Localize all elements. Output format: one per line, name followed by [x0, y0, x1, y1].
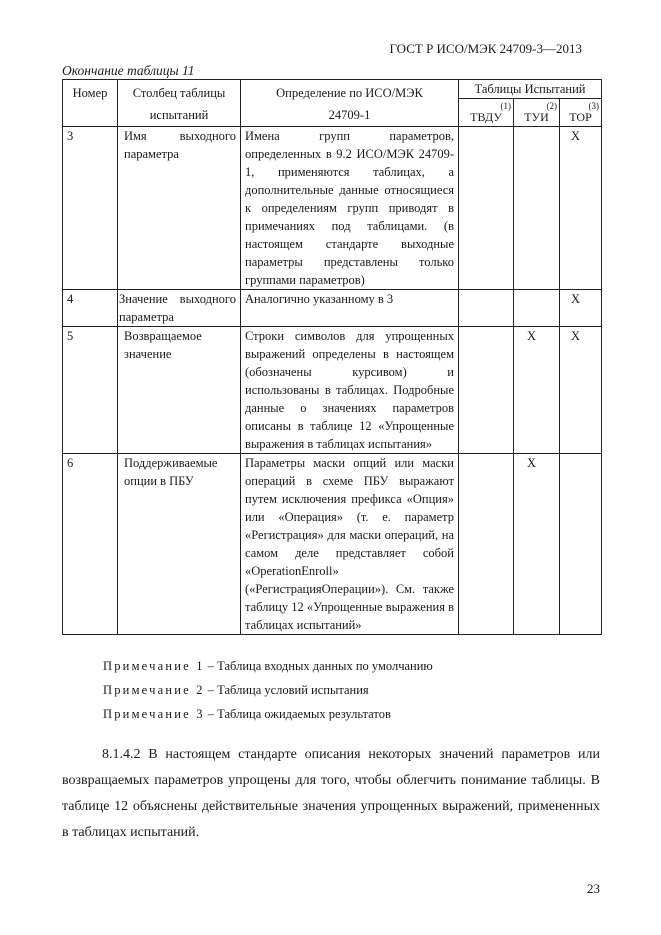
page-number: 23 [587, 881, 600, 896]
row-number: 5 [63, 327, 118, 454]
row-tor [560, 327, 602, 454]
row-tui-mark: X [526, 329, 537, 343]
row-column: Возвращаемое значение [118, 327, 241, 454]
row-number: 4 [63, 290, 118, 327]
header-tui-label: ТУИ [524, 110, 549, 124]
header-number: Номер [63, 80, 118, 127]
row-tvdu [459, 454, 514, 635]
row-definition: Строки символов для упрощенных выражений определены в настоящем (обозначены курсивом) и использованы в таблицах. Подробные данные о значениях параметров описаны в таблице 12 «Упрощенные выражения в таблицах испытания» [241, 327, 459, 454]
header-tvdu-label: ТВДУ [470, 110, 502, 124]
table-row [63, 327, 602, 454]
note-3 [103, 707, 391, 722]
parameters-table [62, 79, 602, 635]
row-tvdu [459, 290, 514, 327]
row-column: Поддерживаемые опции в ПБУ [118, 454, 241, 635]
header-tui-note: (2) [546, 101, 557, 112]
row-definition: Параметры маски опций или маски операций в схеме ПБУ выражают путем исключения префикса «Опция» или «Операция» (т. е. параметр «Регистрация» для маски операций, на самом деле представляет собой «OperationEnroll» («РегистрацияОперации»). См. также таблицу 12 «Упрощенные выражения в таблицах испытаний» [241, 454, 459, 635]
header-column [118, 80, 241, 127]
row-tvdu [459, 127, 514, 290]
header-tor-label: ТОР [569, 110, 592, 124]
header-test-tables: Таблицы Испытаний [459, 80, 602, 99]
row-tui-mark: X [526, 456, 537, 470]
header-definition-line1: Определение по ИСО/МЭК [276, 86, 423, 100]
table-row [63, 454, 602, 635]
row-tor-mark: X [570, 129, 581, 143]
row-tor [560, 290, 602, 327]
row-tor [560, 127, 602, 290]
table-row [63, 127, 602, 290]
row-tor-mark: X [570, 329, 581, 343]
header-tvdu [459, 99, 514, 127]
row-definition: Имена групп параметров, определенных в 9.2 ИСО/МЭК 24709-1, применяются таблицах, а дополнительные данные относящиеся к определениям групп приводят в примечаниях под таблицами. (в настоящем стандарте выходные параметры представлены только группами параметров) [241, 127, 459, 290]
row-number: 6 [63, 454, 118, 635]
row-number: 3 [63, 127, 118, 290]
row-column: Значение выходного параметра [118, 290, 241, 327]
row-tui [514, 290, 560, 327]
header-tor [560, 99, 602, 127]
table-header-row [63, 80, 602, 99]
note-label: Примечание 1 [103, 659, 205, 673]
header-definition-line2: 24709-1 [328, 108, 371, 122]
note-label: Примечание 3 [103, 707, 205, 721]
paragraph-text: 8.1.4.2 В настоящем стандарте описания некоторых значений параметров или возвращаемых параметров упрощены для того, чтобы облегчить понимание таблицы. В таблице 12 объяснены действительные значения упрощенных выражений, примененных в таблицах испытаний. [62, 747, 600, 840]
table-caption: Окончание таблицы 11 [62, 63, 195, 78]
row-tvdu [459, 327, 514, 454]
row-column: Имя выходного параметра [118, 127, 241, 290]
note-2 [103, 683, 369, 698]
note-1 [103, 659, 433, 674]
body-paragraph [62, 742, 600, 846]
row-tor-mark: X [570, 292, 581, 306]
note-text: – Таблица входных данных по умолчанию [207, 659, 433, 673]
row-tui [514, 327, 560, 454]
row-tui [514, 127, 560, 290]
row-tor [560, 454, 602, 635]
document-header: ГОСТ Р ИСО/МЭК 24709-3—2013 [389, 41, 582, 56]
row-definition: Аналогично указанному в 3 [241, 290, 459, 327]
note-text: – Таблица условий испытания [207, 683, 369, 697]
note-label: Примечание 2 [103, 683, 205, 697]
header-column-line2: испытаний [149, 108, 209, 122]
header-tor-note: (3) [588, 101, 600, 112]
table-row [63, 290, 602, 327]
header-column-line1: Столбец таблицы [132, 86, 226, 100]
row-tui [514, 454, 560, 635]
header-tui [514, 99, 560, 127]
note-text: – Таблица ожидаемых результатов [207, 707, 391, 721]
header-definition [241, 80, 459, 127]
header-tvdu-note: (1) [500, 101, 511, 112]
